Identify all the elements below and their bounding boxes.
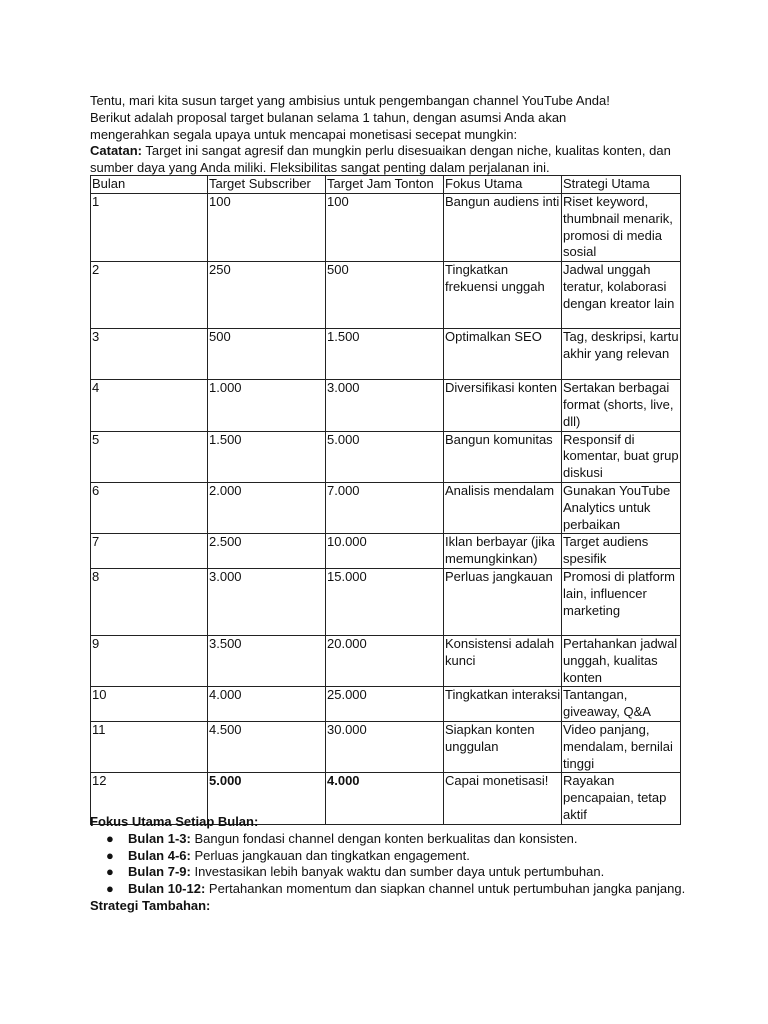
focus-heading: Fokus Utama Setiap Bulan:	[90, 814, 259, 829]
header-bulan: Bulan	[91, 176, 208, 194]
cell-month: 4	[91, 380, 208, 431]
cell-focus: Tingkatkan frekuensi unggah	[444, 262, 562, 329]
table-row	[91, 568, 681, 635]
cell-watch-hours: 500	[326, 262, 444, 329]
cell-strategy: Sertakan berbagai format (shorts, live, dll)	[562, 380, 681, 431]
cell-subscriber: 3.000	[208, 568, 326, 635]
intro-block	[90, 93, 690, 177]
monthly-target-table	[90, 175, 681, 825]
focus-list	[90, 831, 690, 898]
cell-strategy: Tantangan, giveaway, Q&A	[562, 687, 681, 722]
header-target-subscriber: Target Subscriber	[208, 176, 326, 194]
table-row	[91, 431, 681, 482]
list-item	[106, 881, 690, 898]
table-row	[91, 329, 681, 380]
cell-focus: Konsistensi adalah kunci	[444, 635, 562, 686]
cell-watch-hours: 25.000	[326, 687, 444, 722]
cell-strategy: Promosi di platform lain, influencer marketing	[562, 568, 681, 635]
cell-focus: Iklan berbayar (jika memungkinkan)	[444, 534, 562, 569]
cell-focus: Tingkatkan interaksi	[444, 687, 562, 722]
cell-watch-hours: 20.000	[326, 635, 444, 686]
focus-item-label: Bulan 7-9:	[128, 864, 191, 880]
cell-strategy: Jadwal unggah teratur, kolaborasi dengan kreator lain	[562, 262, 681, 329]
cell-subscriber: 100	[208, 194, 326, 262]
intro-line: Tentu, mari kita susun target yang ambisius untuk pengembangan channel YouTube Anda!	[90, 93, 610, 108]
intro-line: mengerahkan segala upaya untuk mencapai monetisasi secepat mungkin:	[90, 126, 518, 142]
bullet-icon: ●	[106, 830, 114, 846]
focus-item-text: Perluas jangkauan dan tingkatkan engagement.	[190, 847, 470, 863]
cell-watch-hours: 10.000	[326, 534, 444, 569]
cell-strategy: Target audiens spesifik	[562, 534, 681, 569]
cell-strategy: Riset keyword, thumbnail menarik, promosi di media sosial	[562, 194, 681, 262]
header-strategi-utama: Strategi Utama	[562, 176, 681, 194]
cell-subscriber-bold: 5.000	[208, 773, 326, 824]
header-target-jam-tonton: Target Jam Tonton	[326, 176, 444, 194]
cell-watch-hours: 100	[326, 194, 444, 262]
focus-item-label: Bulan 1-3:	[128, 830, 191, 846]
cell-subscriber: 1.500	[208, 431, 326, 482]
cell-month: 7	[91, 534, 208, 569]
cell-month: 9	[91, 635, 208, 686]
cell-month: 2	[91, 262, 208, 329]
note-label: Catatan:	[90, 143, 143, 159]
focus-item-text: Investasikan lebih banyak waktu dan sumber daya untuk pertumbuhan.	[190, 864, 605, 880]
cell-focus: Bangun audiens inti	[444, 194, 562, 262]
list-item	[106, 847, 690, 865]
cell-month: 3	[91, 329, 208, 380]
cell-watch-hours: 1.500	[326, 329, 444, 380]
cell-focus: Bangun komunitas	[444, 431, 562, 482]
focus-item-text: Pertahankan momentum dan siapkan channel untuk pertumbuhan jangka panjang.	[205, 881, 686, 897]
cell-strategy: Responsif di komentar, buat grup diskusi	[562, 431, 681, 482]
table-row	[91, 262, 681, 329]
cell-month: 12	[91, 773, 208, 824]
cell-subscriber: 3.500	[208, 635, 326, 686]
cell-month: 11	[91, 721, 208, 772]
cell-strategy: Rayakan pencapaian, tetap aktif	[562, 773, 681, 824]
focus-item-label: Bulan 4-6:	[128, 847, 191, 863]
cell-strategy: Tag, deskripsi, kartu akhir yang relevan	[562, 329, 681, 380]
table-row	[91, 635, 681, 686]
cell-subscriber: 250	[208, 262, 326, 329]
table-row	[91, 194, 681, 262]
extra-strategy-heading: Strategi Tambahan:	[90, 897, 211, 913]
header-fokus-utama: Fokus Utama	[444, 176, 562, 194]
cell-subscriber: 1.000	[208, 380, 326, 431]
cell-subscriber: 2.500	[208, 534, 326, 569]
bullet-icon: ●	[106, 881, 114, 897]
focus-item-text: Bangun fondasi channel dengan konten berkualitas dan konsisten.	[190, 830, 578, 846]
cell-subscriber: 4.500	[208, 721, 326, 772]
table-row	[91, 482, 681, 533]
cell-focus: Perluas jangkauan	[444, 568, 562, 635]
table-row	[91, 534, 681, 569]
note-paragraph	[90, 143, 690, 177]
note-text: Target ini sangat agresif dan mungkin perlu disesuaikan dengan niche, kualitas konten, dan sumber daya yang Anda miliki. Fleksibilitas sangat penting dalam perjalanan ini.	[90, 143, 671, 176]
list-item	[106, 864, 690, 881]
cell-month: 1	[91, 194, 208, 262]
cell-watch-hours: 5.000	[326, 431, 444, 482]
cell-subscriber: 500	[208, 329, 326, 380]
focus-item-label: Bulan 10-12:	[128, 881, 206, 897]
cell-strategy: Gunakan YouTube Analytics untuk perbaikan	[562, 482, 681, 533]
cell-subscriber: 4.000	[208, 687, 326, 722]
bullet-icon: ●	[106, 864, 114, 880]
cell-focus: Analisis mendalam	[444, 482, 562, 533]
table-row	[91, 380, 681, 431]
cell-focus: Siapkan konten unggulan	[444, 721, 562, 772]
cell-watch-hours: 30.000	[326, 721, 444, 772]
cell-focus: Diversifikasi konten	[444, 380, 562, 431]
cell-month: 5	[91, 431, 208, 482]
cell-month: 10	[91, 687, 208, 722]
cell-watch-hours: 3.000	[326, 380, 444, 431]
cell-focus: Optimalkan SEO	[444, 329, 562, 380]
cell-watch-hours-bold: 4.000	[326, 773, 444, 824]
cell-focus: Capai monetisasi!	[444, 773, 562, 824]
cell-strategy: Pertahankan jadwal unggah, kualitas konten	[562, 635, 681, 686]
cell-watch-hours: 15.000	[326, 568, 444, 635]
bullet-icon: ●	[106, 847, 114, 863]
focus-section	[90, 814, 690, 915]
table-header-row	[91, 176, 681, 194]
list-item	[106, 830, 690, 848]
intro-line: Berikut adalah proposal target bulanan selama 1 tahun, dengan asumsi Anda akan	[90, 109, 567, 125]
table-row	[91, 721, 681, 772]
cell-strategy: Video panjang, mendalam, bernilai tinggi	[562, 721, 681, 772]
cell-month: 8	[91, 568, 208, 635]
cell-subscriber: 2.000	[208, 482, 326, 533]
cell-watch-hours: 7.000	[326, 482, 444, 533]
cell-month: 6	[91, 482, 208, 533]
table-row	[91, 687, 681, 722]
